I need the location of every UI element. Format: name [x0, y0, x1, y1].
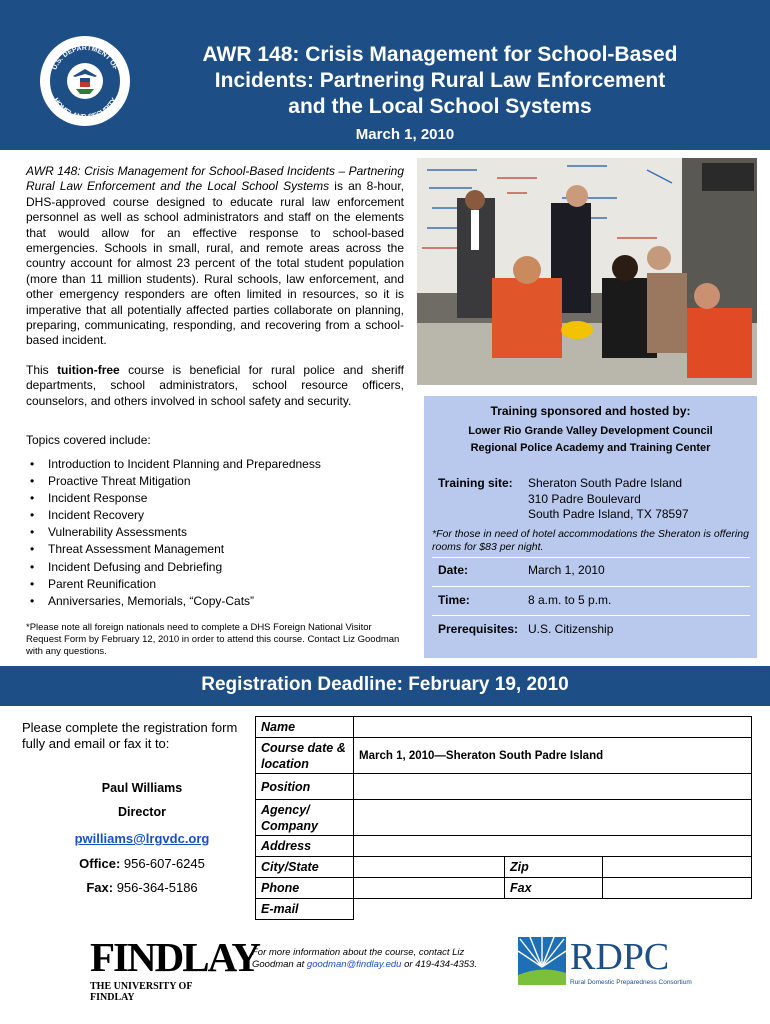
- topics-list: [26, 456, 321, 610]
- dhs-seal-icon: [40, 36, 130, 126]
- divider: [432, 615, 750, 616]
- fax-label: Fax:: [86, 880, 114, 895]
- sponsor-2: Regional Police Academy and Training Center: [470, 442, 711, 454]
- topic-item: • Vulnerability Assessments: [26, 524, 321, 541]
- more-info-text: For more information about the course, contact Liz Goodman at: [252, 947, 465, 970]
- course-date-label: Course date & location: [256, 738, 354, 774]
- email-label: E-mail: [256, 899, 354, 920]
- more-info: [252, 947, 502, 971]
- registration-instructions: Please complete the registration form fully and email or fax it to:: [22, 720, 238, 751]
- sponsor-1: Lower Rio Grande Valley Development Council: [468, 425, 713, 437]
- topic-item: • Anniversaries, Memorials, “Copy-Cats”: [26, 593, 321, 610]
- svg-text:HOMELAND SECURITY: HOMELAND SECURITY: [51, 96, 119, 122]
- fax-value: 956-364-5186: [113, 880, 198, 895]
- date-label: Date:: [438, 563, 469, 577]
- address-field[interactable]: [354, 836, 752, 857]
- training-site-value-3: South Padre Island, TX 78597: [528, 507, 689, 521]
- office-label: Office:: [79, 856, 121, 871]
- intro-paragraph-2: [26, 363, 404, 409]
- tuition-free-text: tuition-free: [57, 362, 120, 377]
- rdpc-subtitle: Rural Domestic Preparedness Consortium: [570, 979, 692, 986]
- time-row: [438, 593, 611, 607]
- rdpc-wordmark: RDPC: [570, 936, 670, 978]
- time-value: 8 a.m. to 5 p.m.: [528, 593, 612, 607]
- city-state-label: City/State: [256, 857, 354, 878]
- position-field[interactable]: [354, 774, 752, 800]
- more-info-phone: or 419-434-4353.: [401, 959, 477, 970]
- email-field[interactable]: [354, 899, 752, 920]
- office-phone: [22, 856, 262, 871]
- title-line-1: AWR 148: Crisis Management for School-Based: [202, 43, 678, 66]
- course-description: [26, 164, 404, 423]
- contact-name: Paul Williams: [101, 781, 183, 795]
- phone-label: Phone: [256, 878, 354, 899]
- name-field[interactable]: [354, 717, 752, 738]
- course-name: AWR 148: Crisis Management for School-Based Incidents – Partnering Rural Law Enforcement and the Local School Systems: [26, 164, 404, 194]
- agency-field[interactable]: [354, 800, 752, 836]
- phone-field[interactable]: [354, 878, 505, 899]
- topic-item: • Parent Reunification: [26, 576, 321, 593]
- seal-ring: [40, 36, 130, 126]
- topic-item: • Threat Assessment Management: [26, 541, 321, 558]
- findlay-subtitle: THE UNIVERSITY OF FINDLAY: [90, 981, 193, 1003]
- training-site-value-1: Sheraton South Padre Island: [528, 476, 683, 490]
- page-title: [140, 42, 740, 120]
- city-state-field[interactable]: [354, 857, 505, 878]
- rdpc-sun-icon: [518, 937, 566, 985]
- intro-text: is an 8-hour, DHS-approved course designed to educate rural law enforcement personnel as well as school administrators and staff on the elements that would allow for an effective response to school-based emergencies. Schools in small, rural, and remote areas across the country account for almost 23 percent of the total student population (more than 11 million students). Rural schools, law enforcement, and other emergency responders are often limited in resources, so it is imperative that all potentially affected parties collaborate on planning, preparing, communicating, responding, and recovering from a school-based incident.: [26, 179, 405, 348]
- hotel-note: *For those in need of hotel accommodations the Sheraton is offering rooms for $83 per night.: [432, 528, 749, 553]
- fax-number: [22, 880, 262, 895]
- topics-heading: Topics covered include:: [26, 433, 151, 447]
- header-banner: [0, 0, 770, 150]
- divider: [432, 586, 750, 587]
- office-value: 956-607-6245: [120, 856, 205, 871]
- divider: [432, 557, 750, 558]
- zip-label: Zip: [505, 857, 603, 878]
- contact-role: Director: [118, 805, 166, 819]
- time-label: Time:: [438, 593, 470, 607]
- prerequisites-value: U.S. Citizenship: [528, 622, 614, 636]
- findlay-wordmark: FINDLAY: [90, 934, 260, 980]
- contact-email-link[interactable]: pwilliams@lrgvdc.org: [74, 831, 210, 846]
- topic-item: • Introduction to Incident Planning and Preparedness: [26, 456, 321, 473]
- training-site-row: [438, 476, 528, 490]
- fax-label-field: Fax: [505, 878, 603, 899]
- training-site-value-2: 310 Padre Boulevard: [528, 492, 641, 506]
- training-site-label: Training site:: [438, 476, 513, 490]
- topic-item: • Incident Defusing and Debriefing: [26, 559, 321, 576]
- fax-field[interactable]: [603, 878, 752, 899]
- prerequisites-row: [438, 622, 613, 636]
- intro-paragraph-1: [26, 164, 404, 349]
- title-line-3: and the Local School Systems: [288, 95, 592, 118]
- registration-contact: [22, 720, 252, 752]
- registration-deadline: Registration Deadline: February 19, 2010: [201, 674, 569, 695]
- date-value: March 1, 2010: [528, 563, 605, 577]
- zip-field[interactable]: [603, 857, 752, 878]
- goodman-email-link[interactable]: goodman@findlay.edu: [306, 959, 402, 970]
- course-date-value: March 1, 2010—Sheraton South Padre Island: [354, 738, 752, 774]
- title-line-2: Incidents: Partnering Rural Law Enforcement: [214, 69, 666, 92]
- findlay-logo: [90, 934, 260, 1003]
- training-photo: [417, 158, 757, 385]
- svg-text:U.S. DEPARTMENT OF: U.S. DEPARTMENT OF: [51, 44, 119, 72]
- date-row: [438, 563, 605, 577]
- prerequisites-label: Prerequisites:: [438, 622, 519, 636]
- registration-form: [255, 716, 752, 920]
- name-label: Name: [256, 717, 354, 738]
- training-info-box: [424, 396, 757, 658]
- foreign-nationals-note: *Please note all foreign nationals need to complete a DHS Foreign National Visitor Request Form by February 12, 2010 in order to attend this course. Contact Liz Goodman with any questions.: [26, 622, 400, 657]
- agency-label: Agency/ Company: [256, 800, 354, 836]
- topic-item: • Proactive Threat Mitigation: [26, 473, 321, 490]
- p2-start: This: [26, 362, 58, 377]
- classroom-photo-illustration: [417, 158, 757, 385]
- sponsor-heading: Training sponsored and hosted by:: [490, 404, 691, 418]
- topic-item: • Incident Response: [26, 490, 321, 507]
- position-label: Position: [256, 774, 354, 800]
- address-label: Address: [256, 836, 354, 857]
- registration-deadline-banner: [0, 666, 770, 706]
- course-date: March 1, 2010: [355, 126, 455, 143]
- p2-end: course is beneficial for rural police and sheriff departments, school administrators, school resource officers, counselors, and others involved in school safety and security.: [26, 362, 404, 408]
- topic-item: • Incident Recovery: [26, 507, 321, 524]
- rdpc-logo: [518, 936, 692, 991]
